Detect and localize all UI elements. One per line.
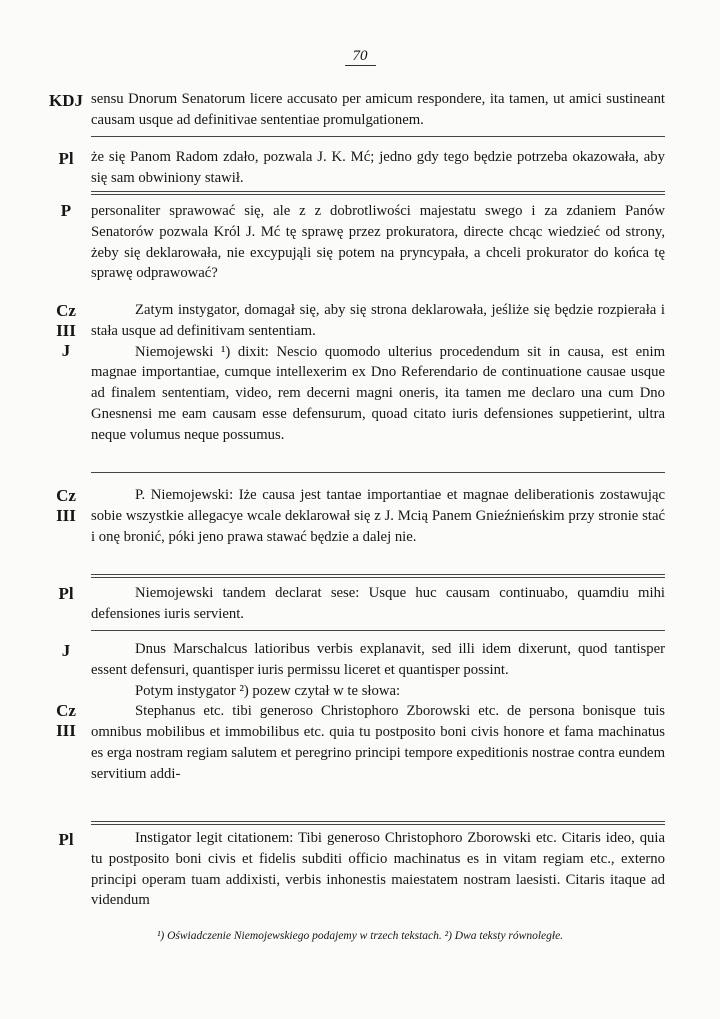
footnote: ¹) Oświadczenie Niemojewskiego podajemy w trzech tekstach. ²) Dwa teksty równoległe.: [156, 930, 564, 942]
separator-rule: [91, 574, 665, 578]
text-block-pl: [91, 583, 665, 625]
text-block-cz-iii: [91, 485, 665, 547]
paragraph: Potym instygator ²) pozew czytał w te słowa:: [135, 682, 401, 699]
siglum-cz-iii: Cz III: [56, 486, 76, 525]
paragraph: sensu Dnorum Senatorum licere accusato per amicum respondere, ita tamen, ut amici sustineant causam usque ad definitivae sententiae promulgationem.: [91, 91, 665, 128]
separator-rule: [91, 821, 665, 825]
paragraph: że się Panom Radom zdało, pozwala J. K. Mć; jedno gdy tego będzie potrzeba okazowała, aby się sam obwiniony stawił.: [91, 149, 665, 186]
paragraph: Niemojewski tandem declarat sese: Usque huc causam continuabo, quamdiu mihi defensiones iuris servient.: [91, 585, 665, 622]
paragraph: P. Niemojewski: Iże causa jest tantae importantiae et magnae deliberationis zostawując sobie wszystkie allegacye wcale deklarował się z J. Mcią Panem Gnieźnieńskim przy stronie stać i onę bronić, póki jeno prawa stawać będzie a dalej nie.: [91, 487, 665, 545]
siglum-kdj: KDJ: [49, 91, 83, 110]
paragraph: Dnus Marschalcus latioribus verbis explanavit, sed illi idem dixerunt, quod tantisper essent defensuri, quantisper iuris permissu liceret et quantisper possint.: [91, 641, 665, 678]
separator-rule: [91, 630, 665, 631]
siglum-p: P: [60, 201, 72, 220]
page-number: 70: [0, 48, 720, 65]
separator-rule: [91, 472, 665, 473]
text-block-kdj: [91, 89, 665, 131]
paragraph: Stephanus etc. tibi generoso Christophoro Zborowski etc. de persona bonisque tuis omnibus mobilibus et immobilibus etc. quia tu postposito boni civis honore et fama machinatus es erga nostram regiam salutem et peregrino principi tempore expeditionis nostrae contra eundem servitium addi-: [91, 703, 665, 782]
siglum-pl: Pl: [58, 149, 74, 168]
separator-rule: [91, 191, 665, 195]
text-block-cz-iii-j: [91, 300, 665, 446]
paragraph: Niemojewski ¹) dixit: Nescio quomodo ulterius procedendum sit in causa, est enim magnae importantiae, cumque intellexerim ex Dno Referendario de continuatione causae usque ad finalem sententiam, video, rem decerni magni oneris, ita tamen me declaro una cum Dno Gnesnensi me eam causam esse defensurum, quoad citato iuris defensiones suppetierint, ultra neque volumus neque possumus.: [91, 343, 665, 443]
text-block-j-cz-iii: [91, 639, 665, 785]
paragraph: Zatym instygator, domagał się, aby się strona deklarowała, jeśliże się będzie rozpierała i stała usque ad definitivam sententiam.: [91, 302, 665, 339]
siglum-j-cz-iii: J Cz III: [56, 641, 76, 740]
text-block-p: [91, 201, 665, 284]
text-block-pl: [91, 147, 665, 189]
separator-rule: [91, 136, 665, 137]
siglum-pl: Pl: [58, 584, 74, 603]
paragraph: Instigator legit citationem: Tibi generoso Christophoro Zborowski etc. Citaris ideo, quia tu postposito boni civis et fidelis subditi officio machinatus es in vitam regiam etc., externo principi operam tuam addixisti, verbis inhonestis maiestatem nostram laesisti. Citaris itaque ad videndum: [91, 830, 665, 909]
siglum-cz-iii-j: Cz III J: [56, 301, 76, 360]
siglum-pl: Pl: [58, 830, 74, 849]
paragraph: personaliter sprawować się, ale z z dobrotliwości majestatu swego i za zdaniem Panów Senatorów pozwala Król J. Mć tę sprawę przez prokuratora, directe chcąc wiedzieć od strony, żeby się deklarowała, nie excypująli się potem na pryncypała, a chceli prokurator do końca tę sprawę odprawować?: [91, 203, 665, 282]
text-block-pl: [91, 828, 665, 911]
